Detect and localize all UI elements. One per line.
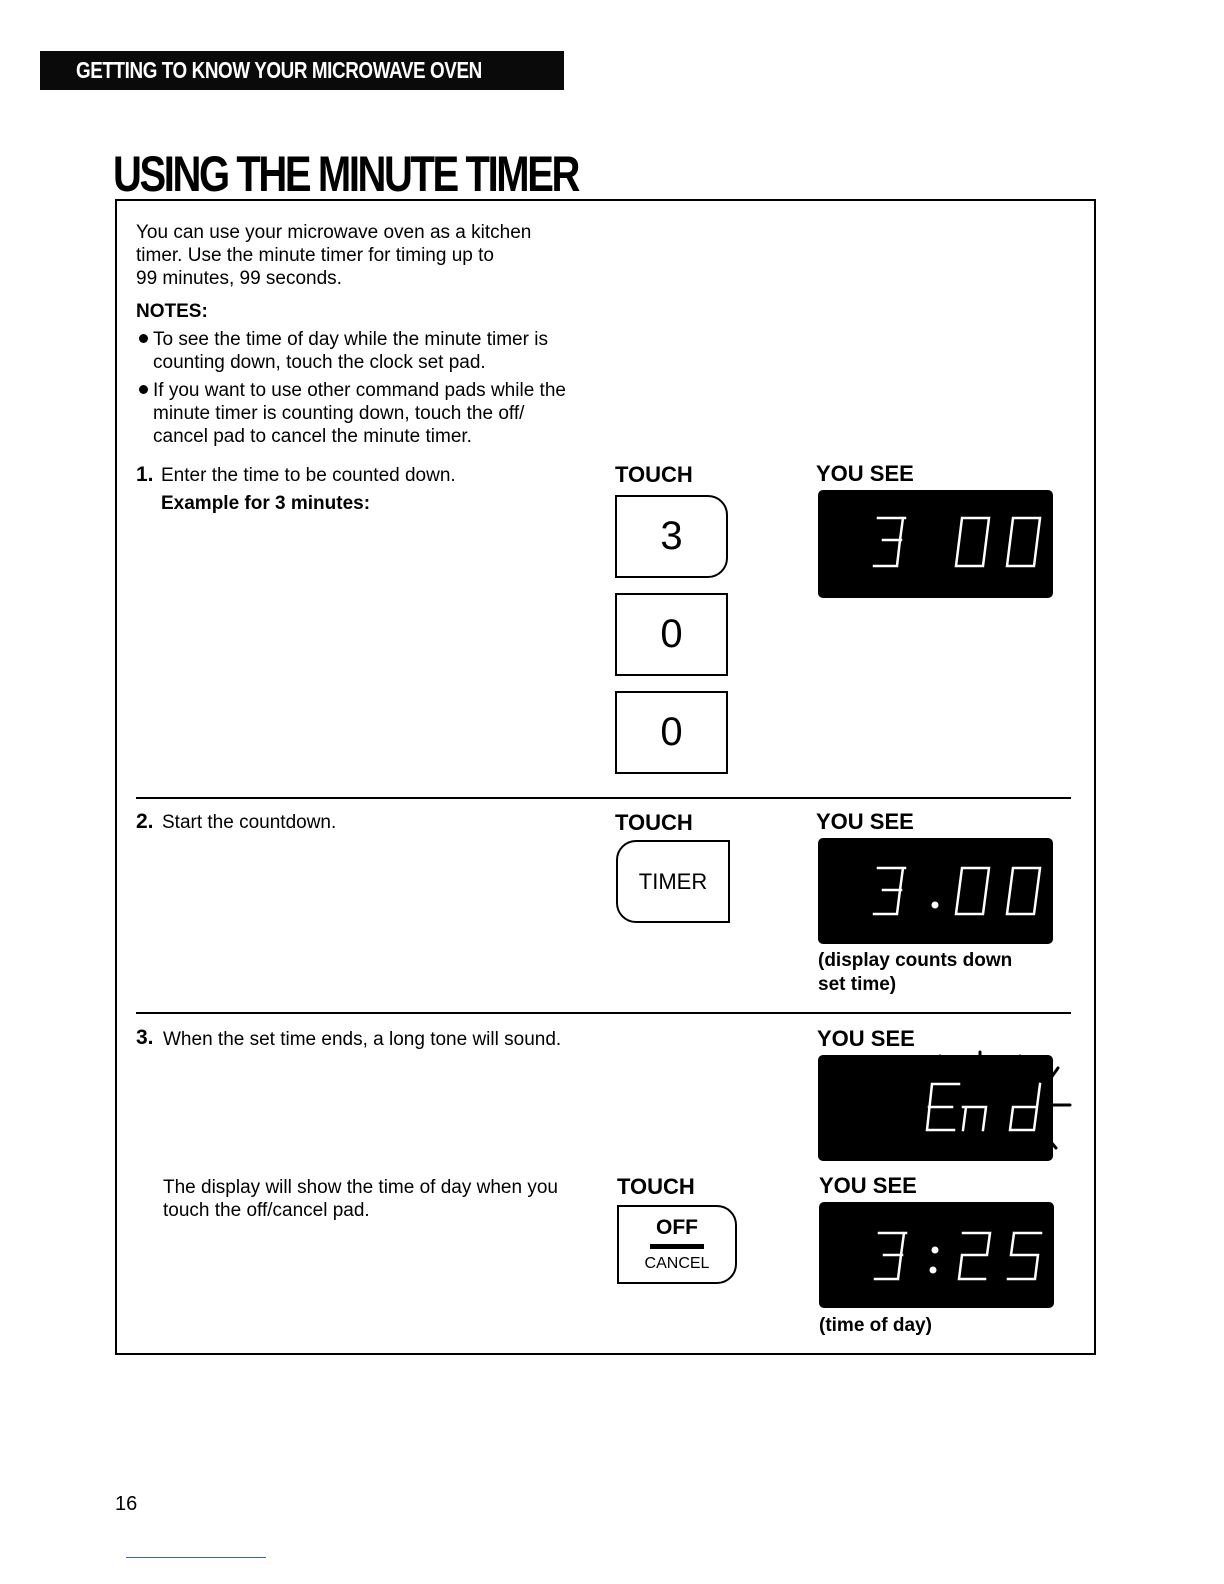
timer-pad[interactable] (616, 840, 730, 923)
step-1-example: Example for 3 minutes: (161, 493, 371, 514)
note-1-line-1: To see the time of day while the minute timer is (153, 329, 548, 350)
footer-rule (126, 1557, 266, 1558)
number-pad-0[interactable] (615, 593, 728, 676)
bullet-icon (139, 334, 148, 343)
step-1-you-see-label: YOU SEE (816, 461, 914, 486)
page-number: 16 (115, 1493, 138, 1515)
step-2-you-see-label: YOU SEE (816, 809, 914, 834)
section-header-title: GETTING TO KNOW YOUR MICROWAVE OVEN (76, 57, 482, 83)
display-panel-time-of-day (819, 1202, 1054, 1308)
note-2-line-2: minute timer is counting down, touch the off/ (153, 403, 525, 424)
pad-label-cancel: CANCEL (644, 1254, 710, 1272)
notes-heading: NOTES: (136, 301, 208, 322)
step-3-text: When the set time ends, a long tone will sound. (163, 1029, 562, 1050)
intro-line-2: timer. Use the minute timer for timing up to (136, 245, 494, 266)
display-panel-step-2 (818, 838, 1053, 944)
step-3-touch-label: TOUCH (617, 1174, 695, 1199)
step-3-caption: (time of day) (819, 1315, 932, 1336)
display-panel-end (818, 1055, 1053, 1161)
step-2-text: Start the countdown. (162, 812, 337, 833)
step-3-you-see-label: YOU SEE (817, 1026, 915, 1051)
number-pad-0[interactable] (615, 691, 728, 774)
off-cancel-pad[interactable] (617, 1205, 737, 1284)
pad-label: TIMER (638, 868, 708, 894)
step-3-you-see-label-2: YOU SEE (819, 1173, 917, 1198)
step-1-touch-label: TOUCH (615, 462, 693, 487)
display-panel-step-1 (818, 490, 1053, 598)
pad-label-off: OFF (656, 1215, 698, 1239)
step-3-number: 3. (136, 1026, 154, 1049)
number-pad-3[interactable] (615, 495, 728, 578)
step-2-caption-line-2: set time) (818, 974, 897, 995)
note-2-line-1: If you want to use other command pads while the (153, 380, 566, 401)
note-2-line-3: cancel pad to cancel the minute timer. (153, 426, 472, 447)
step-divider (136, 1012, 1071, 1014)
pad-label: 3 (660, 514, 683, 558)
section-header-bar (40, 51, 564, 90)
step-divider (136, 797, 1071, 799)
segment-digits-3-dot-00 (818, 838, 1053, 944)
step-2-number: 2. (136, 810, 154, 833)
note-1-line-2: counting down, touch the clock set pad. (153, 352, 486, 373)
step-1-text: Enter the time to be counted down. (161, 465, 456, 486)
segment-digits-3-00 (818, 490, 1053, 598)
step-3-subtext-line-2: touch the off/cancel pad. (163, 1200, 370, 1221)
pad-label: 0 (660, 612, 683, 656)
pad-label: 0 (660, 710, 683, 754)
step-2-touch-label: TOUCH (615, 810, 693, 835)
step-1-number: 1. (136, 463, 154, 486)
page-title: USING THE MINUTE TIMER (113, 146, 578, 202)
step-2-caption-line-1: (display counts down (818, 950, 1013, 971)
pad-separator (650, 1244, 704, 1249)
segment-digits-3-25 (819, 1202, 1054, 1308)
intro-line-3: 99 minutes, 99 seconds. (136, 268, 342, 289)
bullet-icon (139, 385, 148, 394)
step-3-subtext-line-1: The display will show the time of day when you (163, 1177, 558, 1198)
intro-line-1: You can use your microwave oven as a kitchen (136, 222, 532, 243)
segment-text-end-flashing (818, 1055, 1063, 1170)
